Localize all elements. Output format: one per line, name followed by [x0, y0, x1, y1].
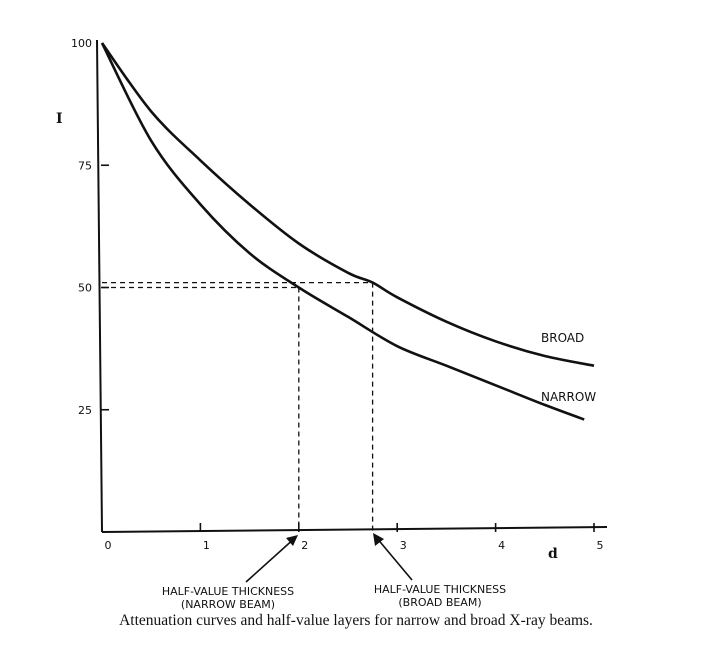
y-tick-label-100: 100: [71, 37, 92, 50]
y-tick-label-75: 75: [78, 159, 92, 173]
figure-caption: Attenuation curves and half-value layers for narrow and broad X-ray beams.: [119, 612, 593, 629]
x-tick-label-2: 2: [301, 539, 309, 552]
arrow-narrow-shaft: [246, 537, 296, 582]
annotation-broad-line2: (BROAD BEAM): [398, 596, 482, 609]
text-labels: [56, 111, 596, 562]
y-axis-line: [97, 40, 102, 532]
y-axis-label: I: [56, 111, 63, 127]
axes: [97, 40, 607, 532]
x-tick-label-3: 3: [399, 539, 407, 552]
y-tick-label-25: 25: [78, 403, 92, 417]
x-tick-label-0: 0: [104, 539, 112, 552]
annotation-narrow-line2: (NARROW BEAM): [180, 598, 276, 611]
x-axis-line: [102, 527, 607, 532]
y-tick-label-50: 50: [78, 281, 92, 295]
annotation-narrow-line1: HALF-VALUE THICKNESS: [161, 585, 295, 598]
half-value-reference-lines: [102, 283, 373, 532]
annotation-broad-line1: HALF-VALUE THICKNESS: [373, 583, 507, 596]
x-tick-label-5: 5: [596, 539, 604, 552]
x-tick-label-1: 1: [202, 539, 210, 552]
axis-ticks: [71, 37, 604, 552]
x-tick-label-4: 4: [498, 539, 506, 552]
series-label-broad: BROAD: [541, 331, 585, 345]
attenuation-curves: [102, 43, 597, 420]
series-label-narrow: NARROW: [541, 390, 597, 404]
x-axis-label: d: [548, 546, 558, 562]
half-value-annotations: [162, 533, 506, 611]
curve-narrow: [102, 43, 584, 420]
